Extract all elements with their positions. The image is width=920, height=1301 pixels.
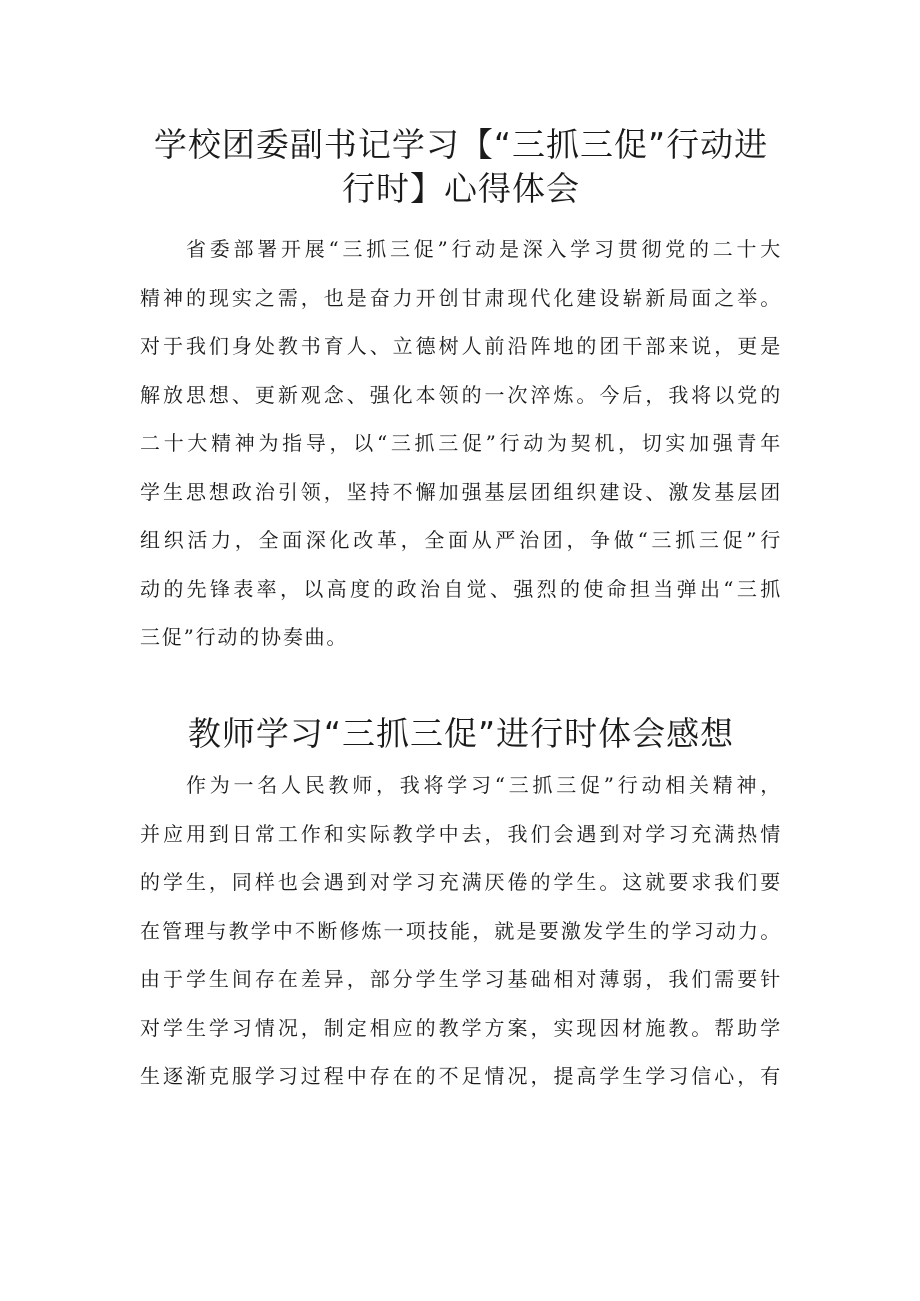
text-line: 对学生学习情况，制定相应的教学方案，实现因材施教。帮助学 — [140, 1015, 782, 1040]
text-line: 生逐渐克服学习过程中存在的不足情况，提高学生学习信心，有 — [140, 1064, 782, 1088]
article-paragraph — [140, 761, 782, 1101]
text-line: 的学生，同样也会遇到对学习充满厌倦的学生。这就要求我们要 — [140, 870, 782, 894]
text-line: 组织活力，全面深化改革，全面从严治团，争做“三抓三促”行 — [140, 528, 782, 552]
text-line: 动的先锋表率，以高度的政治自觉、强烈的使命担当弹出“三抓 — [140, 576, 782, 601]
title-line: 行时】心得体会 — [342, 169, 580, 208]
text-line: 作为一名人民教师，我将学习“三抓三促”行动相关精神， — [186, 773, 782, 797]
text-line: 对于我们身处教书育人、立德树人前沿阵地的团干部来说，更是 — [140, 334, 782, 358]
text-line: 并应用到日常工作和实际教学中去，我们会遇到对学习充满热情 — [140, 821, 782, 846]
text-line: 三促”行动的协奏曲。 — [140, 625, 349, 649]
title-line: 教师学习“三抓三促”进行时体会感想 — [187, 714, 735, 753]
text-line: 解放思想、更新观念、强化本领的一次淬炼。今后，我将以党的 — [140, 382, 782, 407]
title-line: 学校团委副书记学习【“三抓三促”行动进 — [153, 125, 769, 164]
article-paragraph — [140, 225, 782, 662]
text-line: 二十大精神为指导，以“三抓三促”行动为契机，切实加强青年 — [140, 431, 782, 455]
article-title — [140, 712, 782, 756]
text-line: 学生思想政治引领，坚持不懈加强基层团组织建设、激发基层团 — [140, 479, 782, 504]
article-title — [140, 123, 782, 211]
text-line: 精神的现实之需，也是奋力开创甘肃现代化建设崭新局面之举。 — [140, 285, 782, 310]
text-line: 在管理与教学中不断修炼一项技能，就是要激发学生的学习动力。 — [140, 918, 782, 943]
text-line: 省委部署开展“三抓三促”行动是深入学习贯彻党的二十大 — [186, 237, 782, 261]
text-line: 由于学生间存在差异，部分学生学习基础相对薄弱，我们需要针 — [140, 967, 782, 991]
